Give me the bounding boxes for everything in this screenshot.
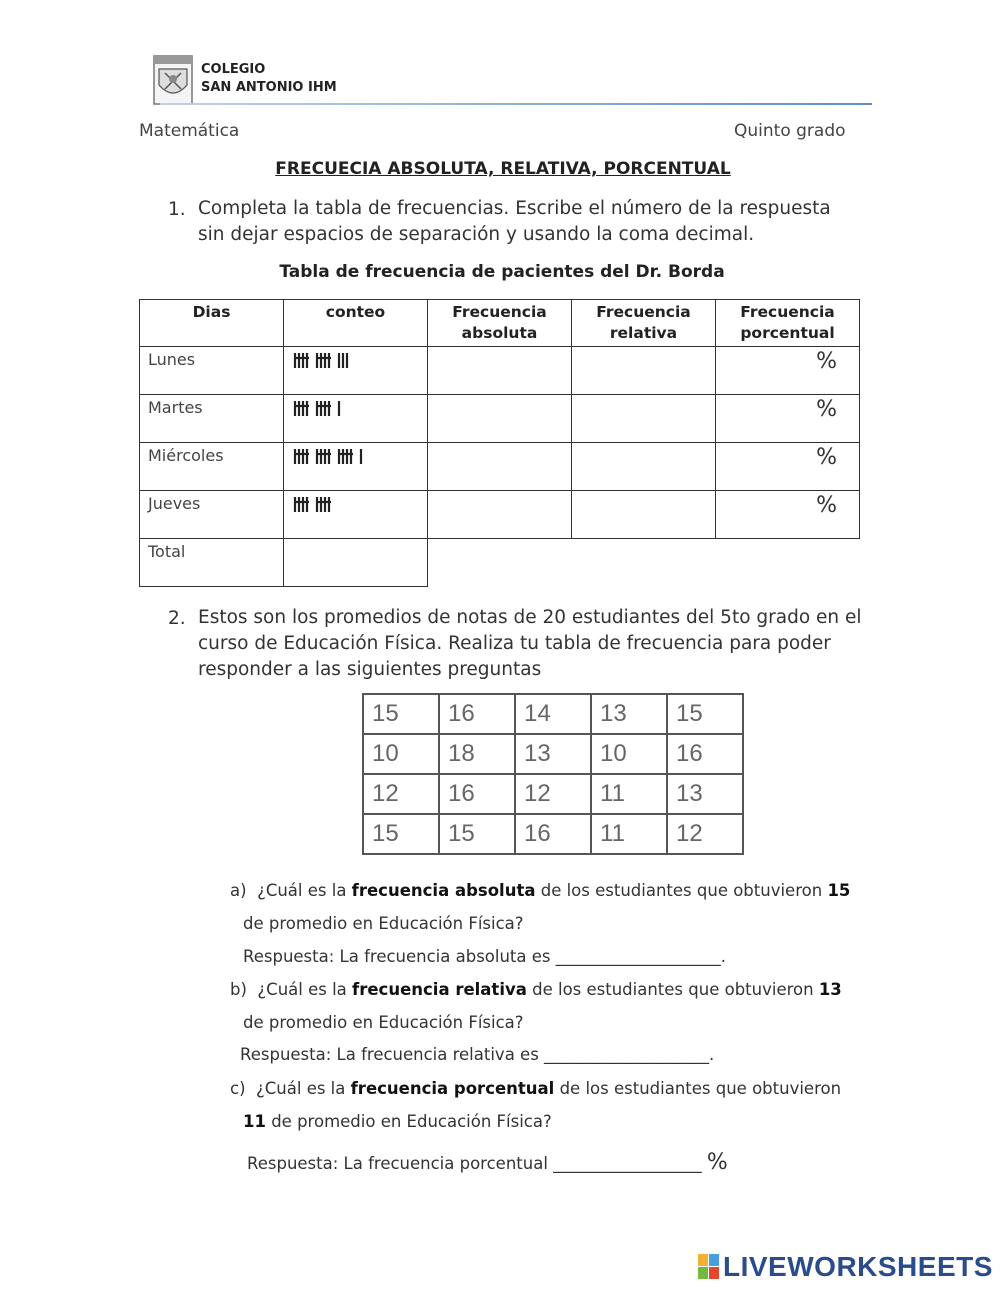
question2-text — [198, 605, 862, 683]
question2-line3: responder a las siguientes preguntas — [198, 659, 542, 680]
subquestion-c-answer-text[interactable]: Respuesta: La frecuencia porcentual __________________ — [247, 1154, 702, 1173]
percent-input-cell[interactable]: % — [716, 443, 860, 491]
subquestion-a-bold: frecuencia absoluta — [351, 881, 536, 900]
subquestion-b-pre: ¿Cuál es la — [257, 980, 353, 999]
grade-cell: 16 — [515, 814, 591, 854]
school-name-line1: COLEGIO — [201, 62, 266, 77]
subquestion-a-mid: de los estudiantes que obtuvieron — [535, 881, 828, 900]
day-cell: Jueves — [140, 491, 284, 539]
subquestion-b-value: 13 — [818, 980, 842, 999]
tally-marks-icon — [293, 398, 413, 420]
header-conteo: conteo — [284, 300, 428, 347]
percent-input-cell[interactable]: % — [716, 347, 860, 395]
subquestion-a — [230, 881, 850, 900]
grades-row — [363, 814, 743, 854]
absolute-input-cell[interactable] — [428, 491, 572, 539]
subject-label: Matemática — [139, 121, 240, 141]
empty-cell — [428, 539, 572, 587]
relative-input-cell[interactable] — [572, 395, 716, 443]
page-title: FRECUECIA ABSOLUTA, RELATIVA, PORCENTUAL — [275, 159, 731, 179]
grade-cell: 15 — [439, 814, 515, 854]
question1-number: 1. — [168, 199, 186, 220]
question2-number: 2. — [168, 608, 186, 629]
percent-input-cell[interactable]: % — [716, 395, 860, 443]
subquestion-b-line2: de promedio en Educación Física? — [243, 1013, 524, 1032]
tally-cell — [284, 443, 428, 491]
question2-line1: Estos son los promedios de notas de 20 estudiantes del 5to grado en el — [198, 607, 862, 628]
grades-row — [363, 774, 743, 814]
subquestion-c-answer — [247, 1150, 728, 1175]
grade-cell: 15 — [363, 814, 439, 854]
grade-cell: 16 — [439, 774, 515, 814]
question2-line2: curso de Educación Física. Realiza tu tabla de frecuencia para poder — [198, 633, 831, 654]
percent-sign: % — [706, 1150, 728, 1175]
grades-row — [363, 734, 743, 774]
grade-cell: 13 — [515, 734, 591, 774]
subquestion-c-value: 11 — [243, 1112, 266, 1131]
header-frecuencia-relativa: Frecuencia relativa — [572, 300, 716, 347]
table-row — [140, 347, 860, 395]
empty-cell — [572, 539, 716, 587]
subquestion-b-answer[interactable]: Respuesta: La frecuencia relativa es ____________________. — [240, 1045, 715, 1064]
total-input-cell[interactable] — [284, 539, 428, 587]
tally-marks-icon — [293, 494, 413, 516]
tally-cell — [284, 491, 428, 539]
grade-cell: 10 — [363, 734, 439, 774]
grade-cell: 13 — [591, 694, 667, 734]
grade-cell: 11 — [591, 814, 667, 854]
subquestion-c-mid: de los estudiantes que obtuvieron — [554, 1079, 842, 1098]
grade-cell: 12 — [363, 774, 439, 814]
subquestion-a-answer[interactable]: Respuesta: La frecuencia absoluta es ____________________. — [243, 947, 726, 966]
subquestion-a-line2: de promedio en Educación Física? — [243, 914, 524, 933]
school-name-line2: SAN ANTONIO IHM — [201, 80, 337, 95]
absolute-input-cell[interactable] — [428, 347, 572, 395]
grade-cell: 15 — [667, 694, 743, 734]
subquestion-c-label: c) — [230, 1079, 246, 1098]
school-name — [201, 61, 337, 97]
question1-line1: Completa la tabla de frecuencias. Escribe el número de la respuesta — [198, 198, 831, 219]
subquestion-a-pre: ¿Cuál es la — [257, 881, 352, 900]
table-row-total — [140, 539, 860, 587]
grade-cell: 12 — [667, 814, 743, 854]
table-row — [140, 395, 860, 443]
subquestion-c — [230, 1079, 841, 1098]
question1-text — [198, 196, 831, 248]
relative-input-cell[interactable] — [572, 443, 716, 491]
tally-cell — [284, 347, 428, 395]
subquestion-b-label: b) — [230, 980, 247, 999]
subquestion-c-pre: ¿Cuál es la — [256, 1079, 351, 1098]
liveworksheets-logo-icon — [698, 1254, 720, 1280]
day-cell: Lunes — [140, 347, 284, 395]
grades-row — [363, 694, 743, 734]
grade-cell: 14 — [515, 694, 591, 734]
grade-cell: 16 — [667, 734, 743, 774]
day-cell: Martes — [140, 395, 284, 443]
tally-marks-icon — [293, 350, 413, 372]
grade-cell: 12 — [515, 774, 591, 814]
question1-line2: sin dejar espacios de separación y usando la coma decimal. — [198, 224, 755, 245]
frequency-table-header — [140, 300, 860, 347]
grade-cell: 18 — [439, 734, 515, 774]
percent-input-cell[interactable]: % — [716, 491, 860, 539]
header-frecuencia-porcentual: Frecuencia porcentual — [716, 300, 860, 347]
grade-cell: 13 — [667, 774, 743, 814]
table-row — [140, 443, 860, 491]
day-cell: Miércoles — [140, 443, 284, 491]
header-dias: Dias — [140, 300, 284, 347]
grades-grid — [362, 693, 744, 855]
frequency-table-title: Tabla de frecuencia de pacientes del Dr. Borda — [279, 262, 725, 282]
subquestion-b-bold: frecuencia relativa — [352, 980, 527, 999]
subquestion-b — [230, 980, 842, 999]
empty-cell — [716, 539, 860, 587]
tally-cell — [284, 395, 428, 443]
grade-label: Quinto grado — [734, 121, 846, 141]
relative-input-cell[interactable] — [572, 347, 716, 395]
absolute-input-cell[interactable] — [428, 395, 572, 443]
frequency-table — [139, 299, 860, 587]
subquestion-c-line2-text: de promedio en Educación Física? — [265, 1112, 552, 1131]
table-row — [140, 491, 860, 539]
header-frecuencia-absoluta: Frecuencia absoluta — [428, 300, 572, 347]
absolute-input-cell[interactable] — [428, 443, 572, 491]
grade-cell: 10 — [591, 734, 667, 774]
relative-input-cell[interactable] — [572, 491, 716, 539]
grade-cell: 11 — [591, 774, 667, 814]
grade-cell: 15 — [363, 694, 439, 734]
school-crest-icon — [153, 55, 193, 105]
grade-cell: 16 — [439, 694, 515, 734]
total-label: Total — [140, 539, 284, 587]
header-divider — [160, 103, 872, 105]
subquestion-b-mid: de los estudiantes que obtuvieron — [526, 980, 819, 999]
subquestion-a-value: 15 — [827, 881, 851, 900]
subquestion-c-bold: frecuencia porcentual — [350, 1079, 555, 1098]
tally-marks-icon — [293, 446, 413, 468]
subquestion-c-line2 — [243, 1112, 552, 1131]
subquestion-a-label: a) — [230, 881, 247, 900]
liveworksheets-brand: LIVEWORKSHEETS — [723, 1251, 993, 1282]
